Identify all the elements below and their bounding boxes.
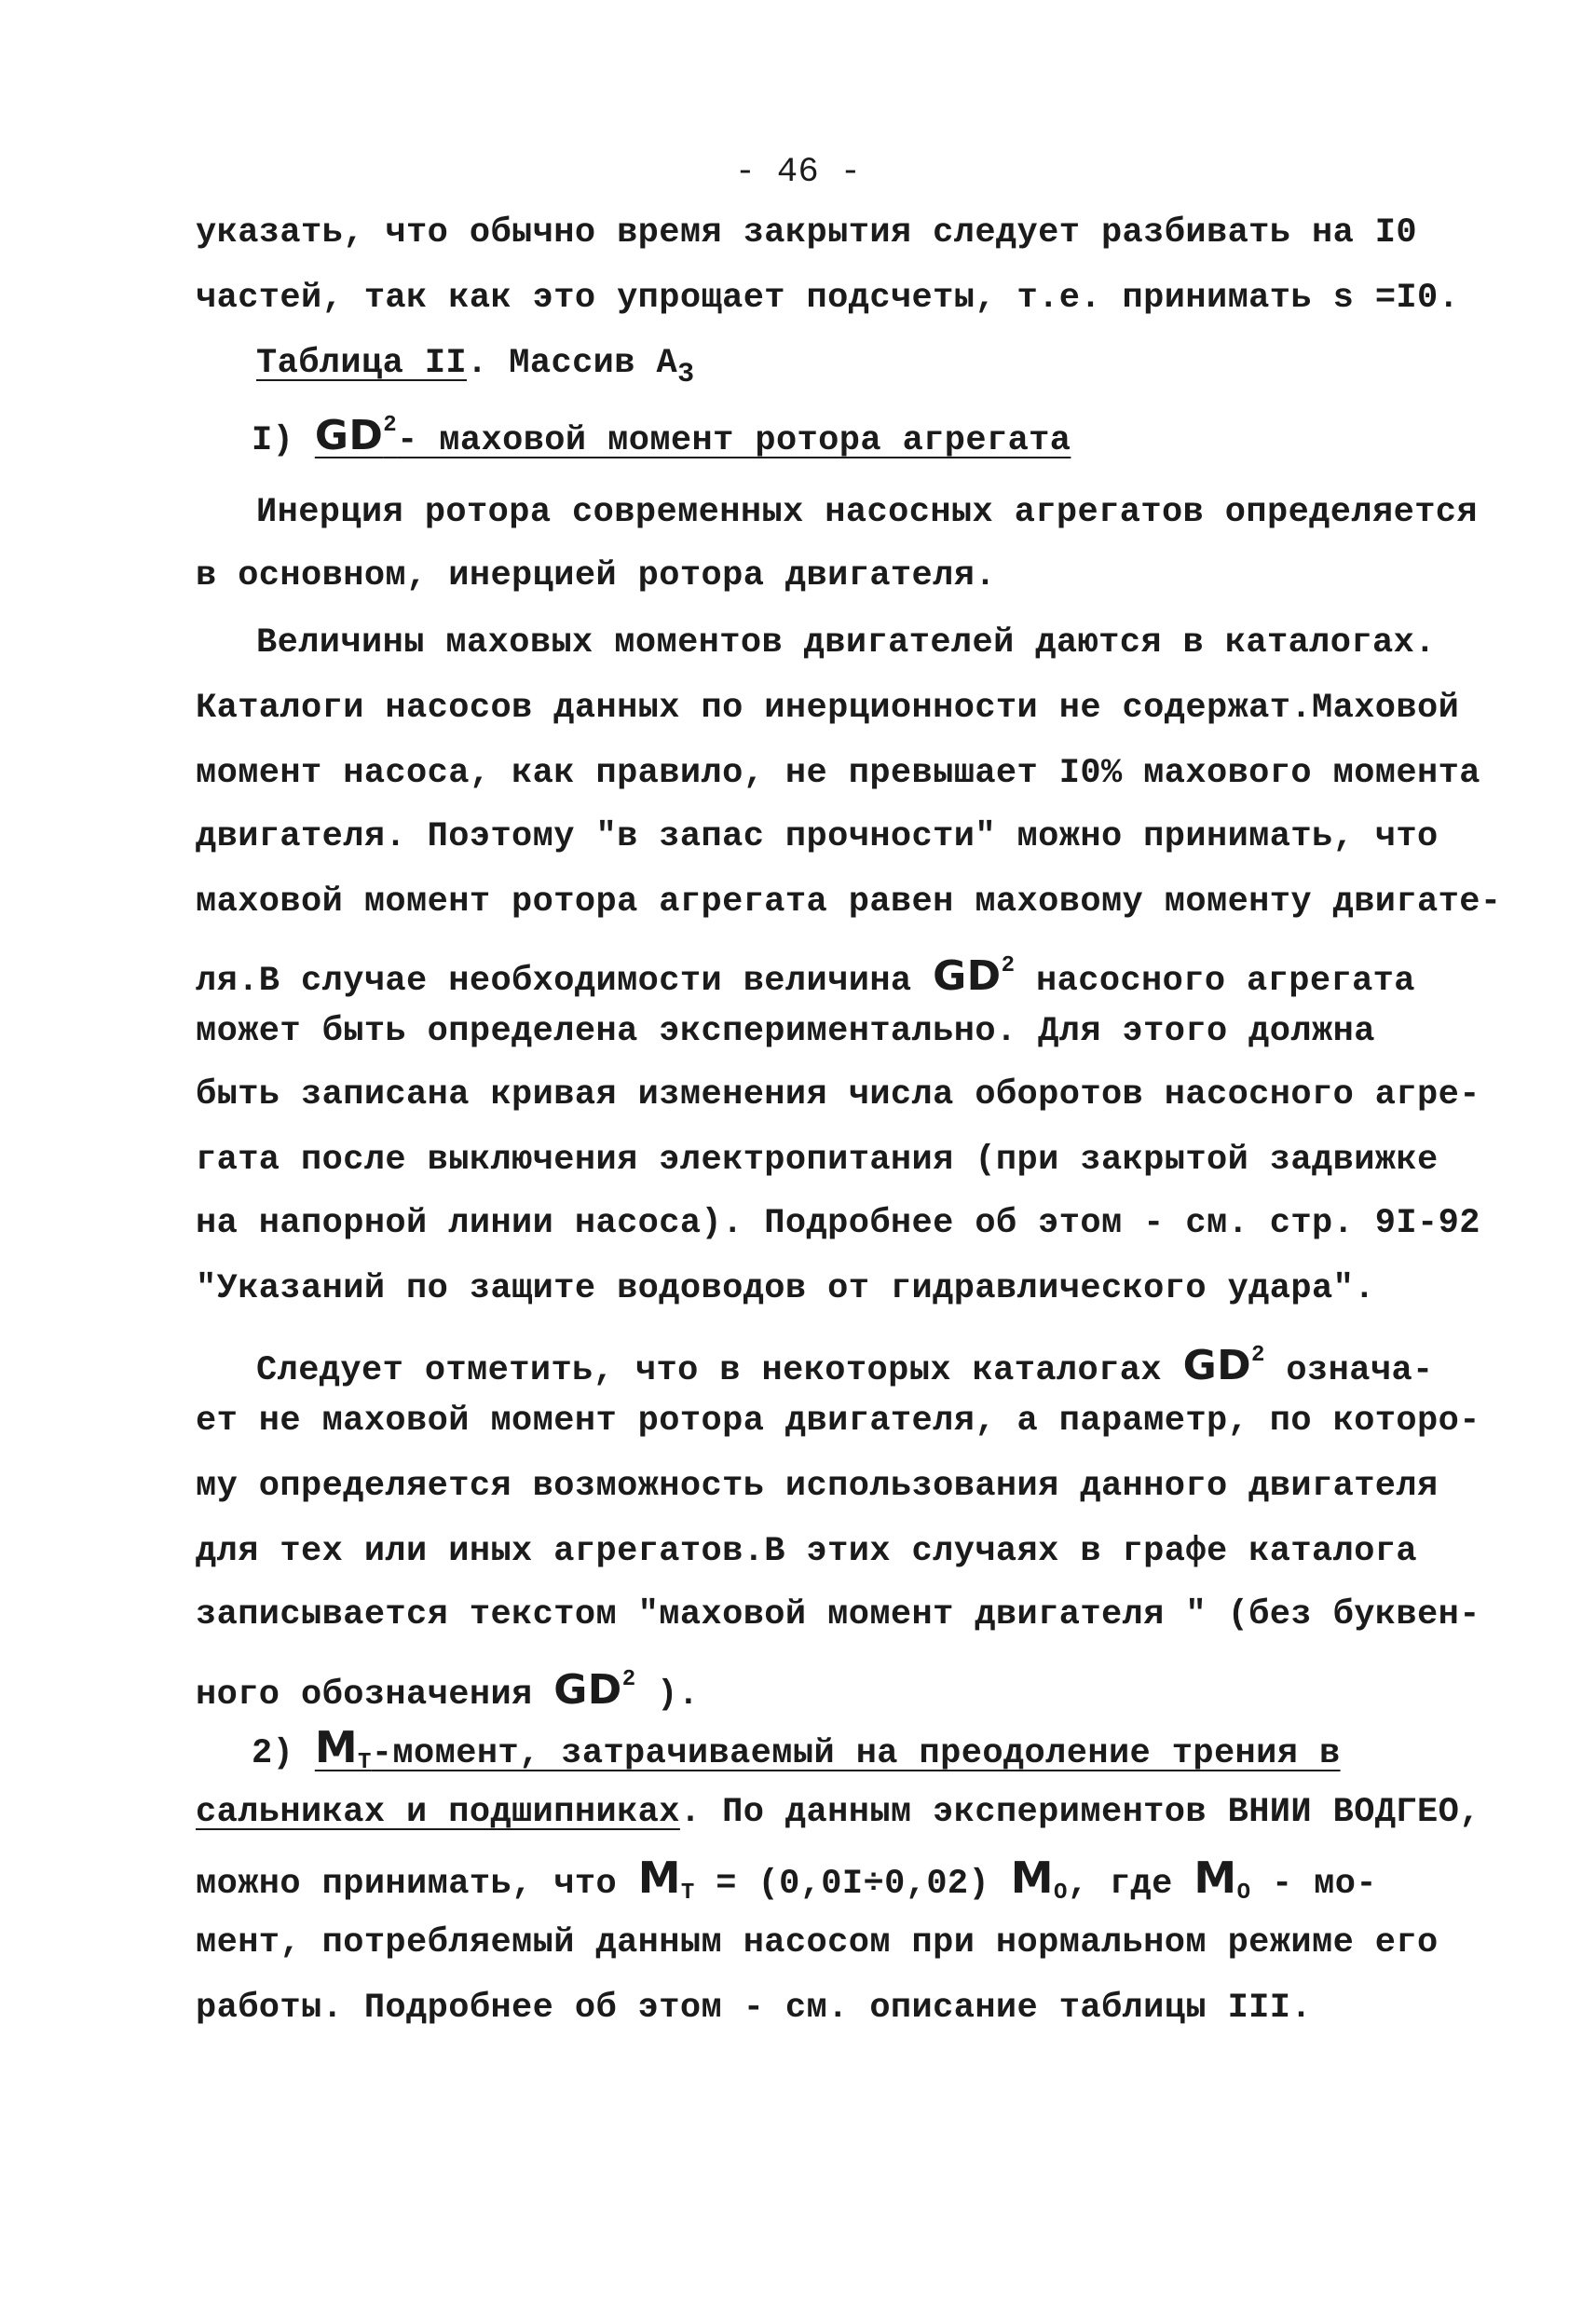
text-line: ля.В случае необходимости величина $GD^2$ насосного агрегата	[196, 952, 1415, 1001]
text-line: частей, так как это упрощает подсчеты, т.е. принимать ѕ =I0.	[196, 279, 1460, 318]
text-line: сальниках и подшипниках. По данным экспериментов ВНИИ ВОДГЕО,	[196, 1793, 1480, 1832]
text-line: "Указаний по защите водоводов от гидравлического удара".	[196, 1269, 1375, 1308]
m-symbol: M	[314, 1722, 358, 1772]
text-line: момент насоса, как правило, не превышает I0% махового момента	[196, 754, 1480, 793]
text-line: на напорной линии насоса). Подробнее об этом - см. стр. 9I-92	[196, 1204, 1480, 1243]
text-line: Каталоги насосов данных по инерционности не содержат.Маховой	[196, 689, 1460, 728]
m-symbol: M	[1194, 1853, 1237, 1903]
text-line: мент, потребляемый данным насосом при нормальном режиме его	[196, 1923, 1439, 1962]
symbol-s: ѕ	[1332, 279, 1355, 318]
text-line: Следует отметить, что в некоторых каталогах $GD^2$ означа-	[256, 1342, 1434, 1390]
text-line: маховой момент ротора агрегата равен маховому моменту двигате-	[196, 882, 1502, 922]
text-line: быть записана кривая изменения числа оборотов насосного агре-	[196, 1075, 1480, 1114]
text-line: в основном, инерцией ротора двигателя.	[196, 556, 996, 595]
text-line: ного обозначения $GD^2$ ).	[196, 1666, 700, 1715]
text-line: указать, что обычно время закрытия следует разбивать на I0	[196, 213, 1418, 253]
m-symbol: M	[1010, 1853, 1054, 1903]
text-line: можно принимать, что $M_T = (0,0I\div 0,02)$ $M_O$, где $M_O - мо-$	[196, 1853, 1377, 1906]
item-1-heading: I) $GD^2-$ маховой момент ротора агрегата	[252, 412, 1071, 460]
text-line: записывается текстом "маховой момент двигателя " (без буквен-	[196, 1595, 1480, 1634]
text-line: ет не маховой момент ротора двигателя, а параметр, по которо-	[196, 1402, 1480, 1441]
gd-symbol: GD	[933, 952, 1002, 1000]
text-line: для тех или иных агрегатов.В этих случаях в графе каталога	[196, 1532, 1418, 1571]
gd-symbol: GD	[1182, 1342, 1252, 1389]
m-symbol: M	[637, 1853, 681, 1903]
text-line: Инерция ротора современных насосных агрегатов определяется	[256, 493, 1479, 532]
text-line: работы. Подробнее об этом - см. описание таблицы III.	[196, 1989, 1312, 2028]
text-line: гата после выключения электропитания (при закрытой задвижке	[196, 1141, 1439, 1180]
page-number: - 46 -	[734, 153, 862, 192]
text-line: двигателя. Поэтому "в запас прочности" можно принимать, что	[196, 817, 1439, 856]
text-line: Величины маховых моментов двигателей даются в каталогах.	[256, 623, 1436, 663]
text-line: му определяется возможность использования данного двигателя	[196, 1467, 1439, 1506]
item-2-heading: 2) $M_T$-момент, затрачиваемый на преодоление трения в	[252, 1722, 1341, 1775]
gd-symbol: GD	[553, 1666, 622, 1714]
text-line: может быть определена экспериментально. Для этого должна	[196, 1012, 1375, 1051]
table-heading: Таблица II. Массив $А_3$	[256, 344, 695, 390]
